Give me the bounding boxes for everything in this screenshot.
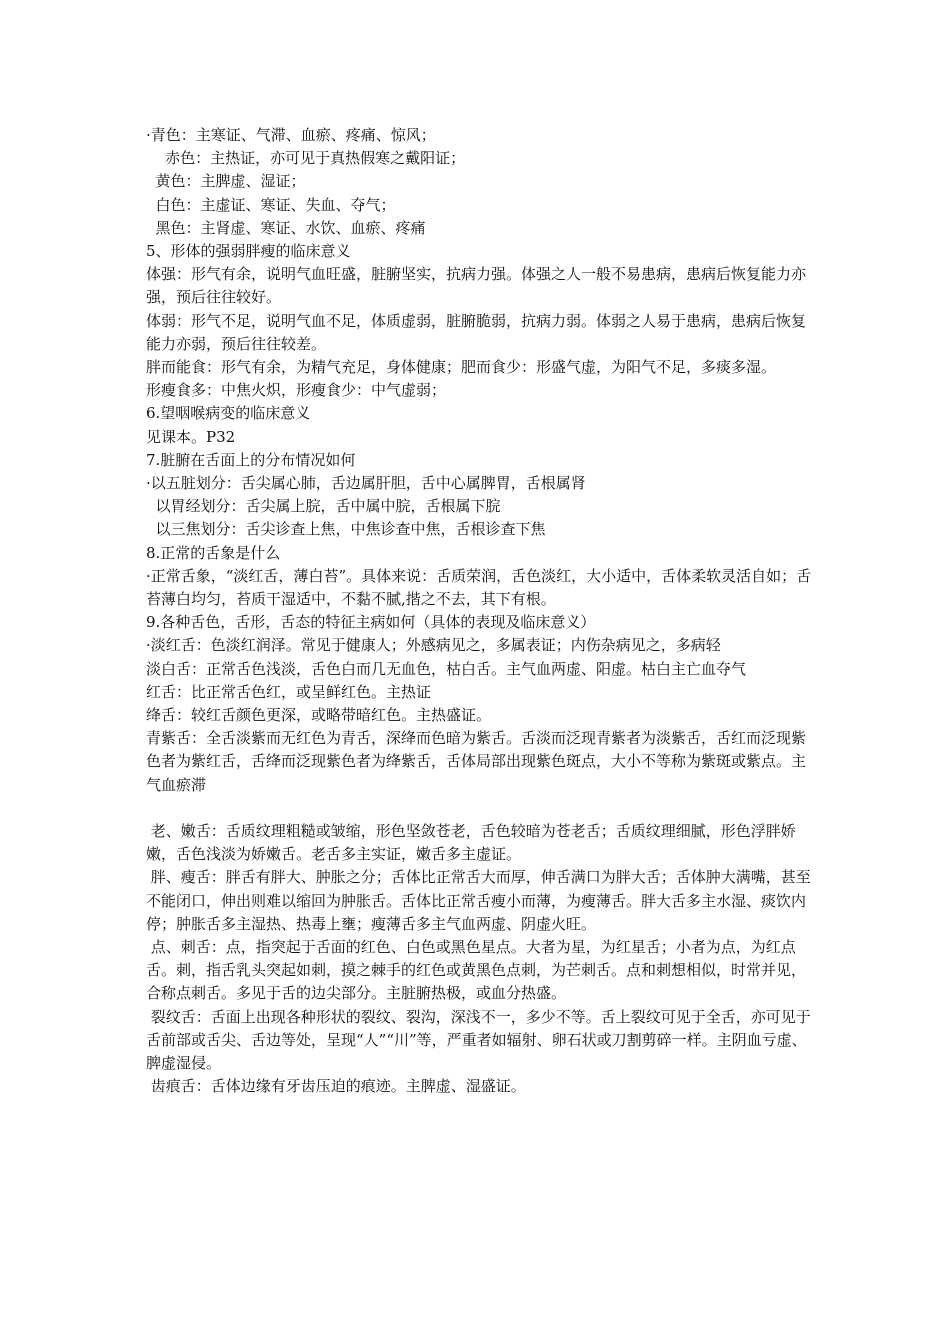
heading-7-organ-distribution: 7.脏腑在舌面上的分布情况如何: [146, 450, 356, 469]
paragraph-pale-white-tongue: 淡白舌：正常舌色浅淡，舌色白而几无血色，枯白舌。主气血两虚、阳虚。枯白主亡血夺气: [146, 659, 747, 678]
line-stomach-meridian: 以胃经划分：舌尖属上脘，舌中属中脘，舌根属下脘: [146, 497, 501, 516]
line-see-textbook: 见课本。P32: [146, 427, 236, 446]
line-red-color: 赤色：主热证，亦可见于真热假寒之戴阳证；: [146, 149, 466, 168]
blank-line: [146, 797, 816, 820]
line-tooth-marked-tongue: 齿痕舌：舌体边缘有牙齿压迫的痕迹。主脾虚、湿盛证。: [146, 1077, 526, 1096]
line-five-organs: ·以五脏划分：舌尖属心肺，舌边属肝胆，舌中心属脾胃，舌根属肾: [146, 474, 586, 493]
line-triple-burner: 以三焦划分：舌尖诊查上焦，中焦诊查中焦，舌根诊查下焦: [146, 520, 546, 539]
paragraph-normal-tongue: ·正常舌象，“淡红舌，薄白苔”。具体来说：舌质荣润，舌色淡红，大小适中，舌体柔软灵活自如；舌苔薄白均匀，苔质干湿适中，不黏不腻,揩之不去，其下有根。: [146, 566, 812, 609]
line-pale-red-tongue: ·淡红舌：色淡红润泽。常见于健康人；外感病见之，多属表证；内伤杂病见之，多病轻: [146, 636, 721, 655]
paragraph-strong-body: 体强：形气有余，说明气血旺盛，脏腑坚实，抗病力强。体强之人一般不易患病，患病后恢复能力亦强，预后往往较好。: [146, 265, 807, 307]
heading-6-throat: 6.望咽喉病变的临床意义: [146, 404, 311, 423]
paragraph-fat-thin-tongue: 胖、瘦舌：胖舌有胖大、肿胀之分；舌体比正常舌大而厚，伸舌满口为胖大舌；舌体肿大满嘴，甚至不能闭口，伸出则难以缩回为肿胀舌。舌体比正常舌瘦小而薄，为瘦薄舌。胖大舌多主水湿、痰饮内停；肿胀舌多主湿热、热毒上壅；瘦薄舌多主气血两虚、阴虚火旺。: [146, 868, 811, 933]
heading-9-tongue-features: 9.各种舌色，舌形，舌态的特征主病如何（具体的表现及临床意义）: [146, 613, 596, 632]
paragraph-fat-thin: 胖而能食：形气有余，为精气充足，身体健康；肥而食少：形盛气虚，为阳气不足，多痰多湿。 形瘦食多：中焦火炽，形瘦食少：中气虚弱；: [146, 358, 853, 400]
line-red-tongue: 红舌：比正常舌色红，或呈鲜红色。主热证: [146, 682, 432, 701]
heading-5-body-shape: 5、形体的强弱胖瘦的临床意义: [146, 242, 351, 261]
paragraph-spotted-tongue: 点、刺舌：点，指突起于舌面的红色、白色或黑色星点。大者为星，为红星舌；小者为点，为红点舌。刺，指舌乳头突起如刺，摸之棘手的红色或黄黑色点刺，为芒刺舌。点和刺想相似，时常并见，合称点刺舌。多见于舌的边尖部分。主脏腑热极，或血分热盛。: [146, 937, 807, 1003]
paragraph-tough-tender-tongue: 老、嫩舌：舌质纹理粗糙或皱缩，形色坚敛苍老，舌色较暗为苍老舌；舌质纹理细腻，形色浮胖娇嫩，舌色浅淡为娇嫩舌。老舌多主实证，嫩舌多主虚证。: [146, 821, 796, 864]
heading-8-normal-tongue: 8.正常的舌象是什么: [146, 543, 281, 562]
paragraph-weak-body: 体弱：形气不足，说明气血不足，体质虚弱，脏腑脆弱，抗病力弱。体弱之人易于患病，患病后恢复能力亦弱，预后往往较差。: [146, 311, 807, 353]
line-yellow-color: 黄色：主脾虚、湿证；: [146, 172, 306, 191]
line-crimson-tongue: 绛舌：较红舌颜色更深，或略带暗红色。主热盛证。: [146, 706, 492, 725]
line-cyan-color: ·青色：主寒证、气滞、血瘀、疼痛、惊风；: [146, 126, 436, 144]
document-body: [146, 124, 853, 1098]
paragraph-fissured-tongue: 裂纹舌：舌面上出现各种形状的裂纹、裂沟，深浅不一，多少不等。舌上裂纹可见于全舌，亦可见于舌前部或舌尖、舌边等处，呈现“人”“川”等，严重者如辐射、卵石状或刀割剪碎一样。主阴血亏虚、脾虚湿侵。: [146, 1007, 811, 1072]
paragraph-purple-tongue: 青紫舌：全舌淡紫而无红色为青舌，深绛而色暗为紫舌。舌淡而泛现青紫者为淡紫舌，舌红而泛现紫色者为紫红舌，舌绛而泛现紫色者为绛紫舌，舌体局部出现紫色斑点，大小不等称为紫斑或紫点。主气血瘀滞: [146, 729, 807, 794]
line-black-color: 黑色：主肾虚、寒证、水饮、血瘀、疼痛: [146, 218, 426, 237]
line-white-color: 白色：主虚证、寒证、失血、夺气；: [146, 195, 396, 214]
